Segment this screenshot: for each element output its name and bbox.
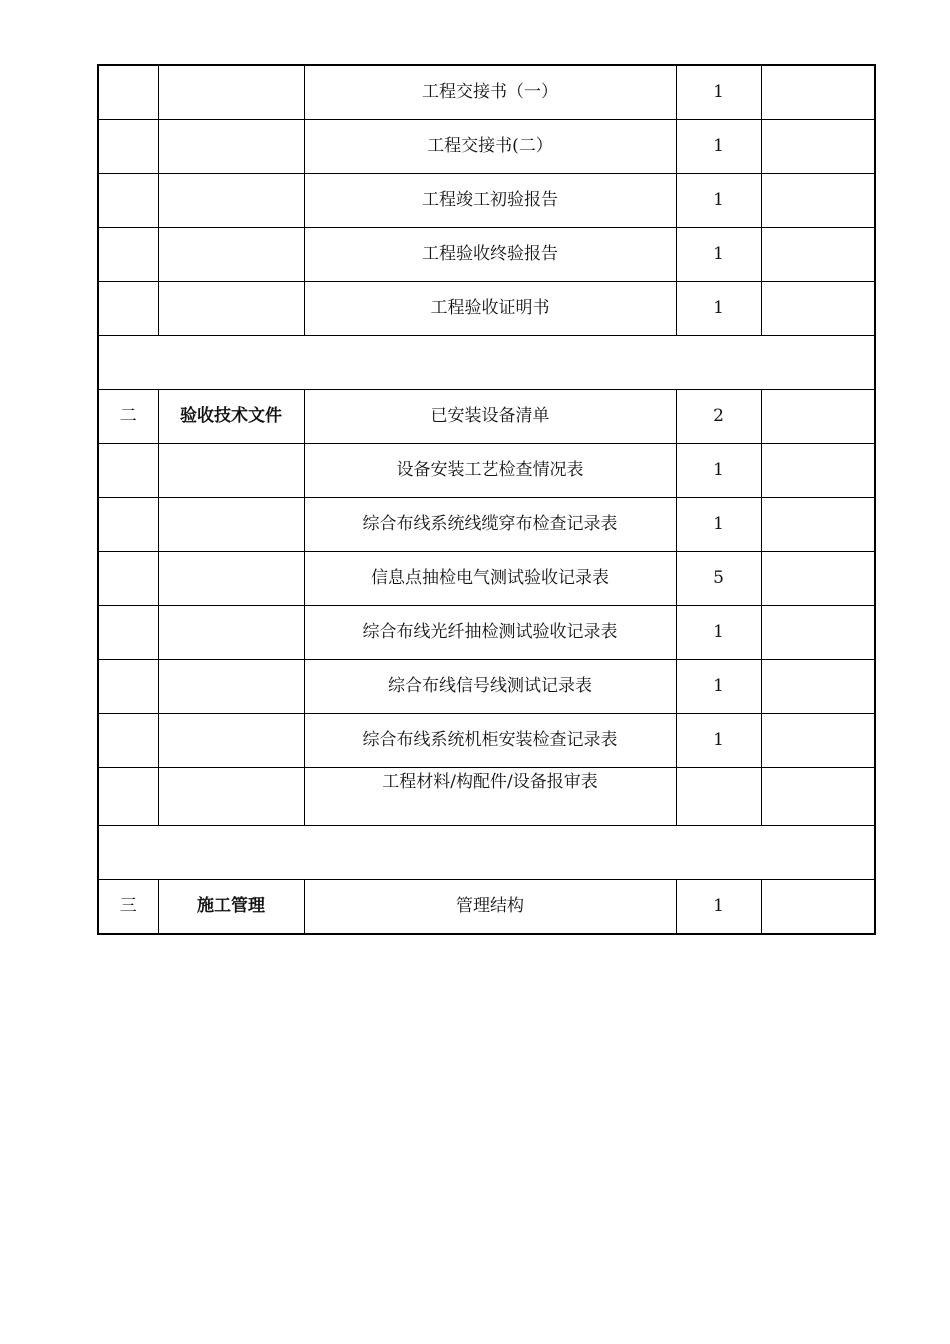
row-number-cell	[98, 552, 158, 606]
quantity-cell: 1	[676, 120, 761, 174]
document-name-cell: 信息点抽检电气测试验收记录表	[304, 552, 676, 606]
document-name-cell: 综合布线系统线缆穿布检查记录表	[304, 498, 676, 552]
quantity-cell: 1	[676, 228, 761, 282]
spacer-cell	[98, 826, 875, 880]
document-name-cell: 工程材料/构配件/设备报审表	[304, 768, 676, 826]
category-cell	[158, 174, 304, 228]
category-cell	[158, 498, 304, 552]
row-number-cell	[98, 65, 158, 120]
quantity-cell: 5	[676, 552, 761, 606]
quantity-cell: 1	[676, 714, 761, 768]
document-name-cell: 工程验收终验报告	[304, 228, 676, 282]
table-row	[98, 444, 875, 498]
row-number-cell	[98, 606, 158, 660]
category-cell	[158, 660, 304, 714]
note-cell	[761, 390, 875, 444]
category-cell	[158, 606, 304, 660]
quantity-cell: 1	[676, 65, 761, 120]
note-cell	[761, 552, 875, 606]
row-number-cell	[98, 498, 158, 552]
quantity-cell: 1	[676, 880, 761, 935]
quantity-cell	[676, 768, 761, 826]
row-number-cell: 三	[98, 880, 158, 935]
note-cell	[761, 768, 875, 826]
document-table	[97, 64, 876, 935]
row-number-cell	[98, 120, 158, 174]
note-cell	[761, 498, 875, 552]
quantity-cell: 1	[676, 444, 761, 498]
category-cell: 验收技术文件	[158, 390, 304, 444]
note-cell	[761, 282, 875, 336]
table-row	[98, 174, 875, 228]
row-number-cell	[98, 660, 158, 714]
table-row	[98, 768, 875, 826]
spacer-row	[98, 826, 875, 880]
row-number-cell	[98, 174, 158, 228]
quantity-cell: 1	[676, 174, 761, 228]
table-row	[98, 552, 875, 606]
table-row	[98, 390, 875, 444]
category-cell	[158, 768, 304, 826]
row-number-cell	[98, 444, 158, 498]
row-number-cell	[98, 768, 158, 826]
document-name-cell: 工程竣工初验报告	[304, 174, 676, 228]
document-name-cell: 工程交接书(二）	[304, 120, 676, 174]
document-name-cell: 综合布线信号线测试记录表	[304, 660, 676, 714]
table-body	[98, 65, 875, 934]
table-row	[98, 498, 875, 552]
category-cell	[158, 228, 304, 282]
table-row	[98, 282, 875, 336]
document-name-cell: 综合布线系统机柜安装检查记录表	[304, 714, 676, 768]
row-number-cell	[98, 282, 158, 336]
quantity-cell: 1	[676, 606, 761, 660]
table-row	[98, 660, 875, 714]
category-cell	[158, 552, 304, 606]
table-row	[98, 65, 875, 120]
note-cell	[761, 880, 875, 935]
table-row	[98, 606, 875, 660]
quantity-cell: 1	[676, 282, 761, 336]
document-name-cell: 工程验收证明书	[304, 282, 676, 336]
document-name-cell: 工程交接书（一）	[304, 65, 676, 120]
note-cell	[761, 228, 875, 282]
category-cell	[158, 65, 304, 120]
category-cell	[158, 444, 304, 498]
document-name-cell: 管理结构	[304, 880, 676, 935]
note-cell	[761, 660, 875, 714]
category-cell	[158, 714, 304, 768]
row-number-cell: 二	[98, 390, 158, 444]
note-cell	[761, 120, 875, 174]
note-cell	[761, 174, 875, 228]
note-cell	[761, 606, 875, 660]
quantity-cell: 2	[676, 390, 761, 444]
document-name-cell: 综合布线光纤抽检测试验收记录表	[304, 606, 676, 660]
row-number-cell	[98, 714, 158, 768]
table-row	[98, 714, 875, 768]
category-cell	[158, 282, 304, 336]
table-row	[98, 228, 875, 282]
category-cell: 施工管理	[158, 880, 304, 935]
spacer-cell	[98, 336, 875, 390]
note-cell	[761, 65, 875, 120]
table-row	[98, 120, 875, 174]
note-cell	[761, 444, 875, 498]
note-cell	[761, 714, 875, 768]
row-number-cell	[98, 228, 158, 282]
document-name-cell: 已安装设备清单	[304, 390, 676, 444]
category-cell	[158, 120, 304, 174]
quantity-cell: 1	[676, 660, 761, 714]
spacer-row	[98, 336, 875, 390]
document-name-cell: 设备安装工艺检查情况表	[304, 444, 676, 498]
table-row	[98, 880, 875, 935]
quantity-cell: 1	[676, 498, 761, 552]
